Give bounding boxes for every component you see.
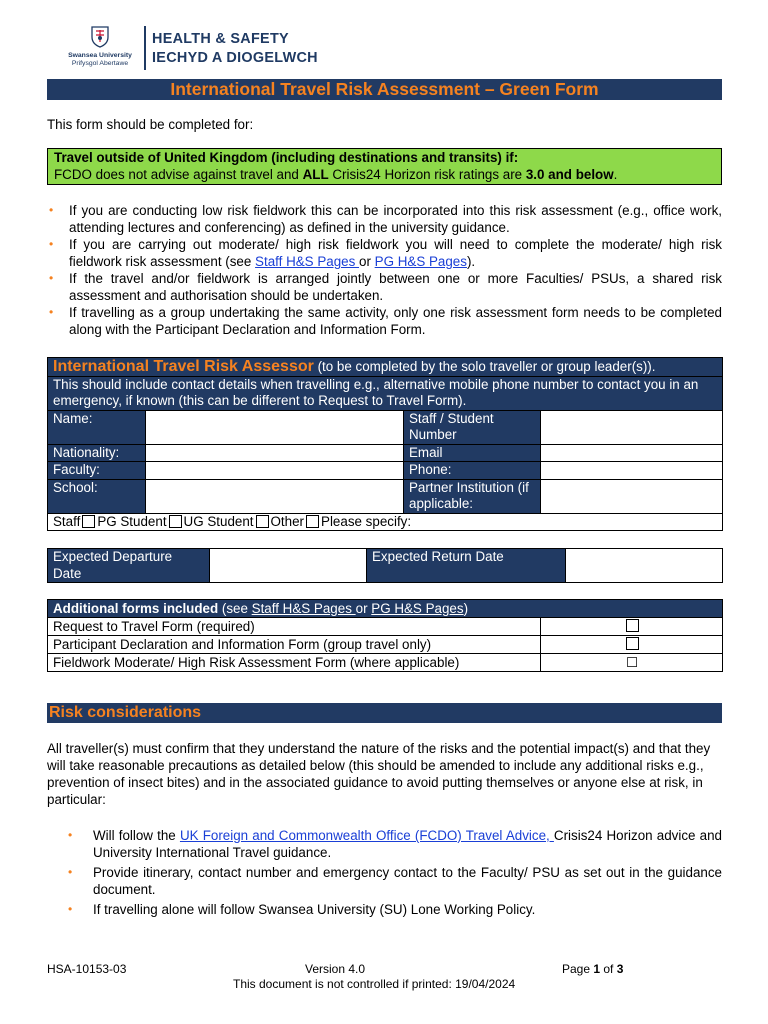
additional-forms-note: or bbox=[355, 601, 372, 616]
header-divider bbox=[144, 26, 146, 70]
department-name-en: HEALTH & SAFETY bbox=[152, 31, 289, 47]
bullet-icon: • bbox=[49, 237, 54, 251]
role-staff-checkbox[interactable] bbox=[82, 515, 95, 528]
intro-text: This form should be completed for: bbox=[47, 117, 254, 132]
staff-number-label: Staff / Student Number bbox=[404, 410, 541, 444]
department-name bbox=[152, 30, 318, 68]
pg-hs-pages-link[interactable]: PG H&S Pages bbox=[374, 254, 467, 269]
faculty-label: Faculty: bbox=[48, 462, 146, 480]
nationality-field[interactable] bbox=[146, 444, 404, 462]
list-item-text: If travelling as a group undertaking the same activity, only one risk assessment form needs to be completed along with the Participant Declaration and Information Form. bbox=[69, 305, 722, 337]
form-row-label: Fieldwork Moderate/ High Risk Assessment Form (where applicable) bbox=[48, 654, 541, 672]
role-other-label: Other bbox=[270, 513, 305, 529]
role-row bbox=[48, 513, 723, 531]
staff-hs-pages-link[interactable]: Staff H&S Pages bbox=[251, 601, 356, 616]
staff-number-field[interactable] bbox=[541, 410, 723, 444]
assessor-table bbox=[47, 357, 723, 531]
form-row-checkbox-cell bbox=[541, 654, 723, 672]
role-staff-label: Staff bbox=[53, 513, 81, 529]
list-item bbox=[47, 864, 722, 898]
departure-label: Expected Departure Date bbox=[48, 549, 210, 583]
list-item bbox=[47, 202, 722, 236]
risk-list bbox=[47, 827, 722, 921]
role-pg-label: PG Student bbox=[97, 513, 167, 529]
risk-paragraph: All traveller(s) must confirm that they understand the nature of the risks and the potential impact(s) and that they will take reasonable precautions as detailed below (this should be amended to include any additional risks e.g., prevention of insect bites) and in the associated guidance to avoid putting themselves or anyone else at risk, in particular: bbox=[47, 741, 711, 807]
guidance-list bbox=[47, 202, 722, 338]
additional-forms-table bbox=[47, 599, 723, 672]
list-item bbox=[47, 901, 722, 918]
dates-table bbox=[47, 548, 723, 583]
name-field[interactable] bbox=[146, 410, 404, 444]
eligibility-box bbox=[47, 148, 722, 185]
document-id: HSA-10153-03 bbox=[47, 962, 127, 976]
bullet-icon: • bbox=[68, 865, 73, 879]
role-ug-label: UG Student bbox=[183, 513, 254, 529]
form-row-label: Participant Declaration and Information Form (group travel only) bbox=[48, 636, 541, 654]
eligibility-threshold: 3.0 and below bbox=[525, 166, 614, 182]
list-item-text: Provide itinerary, contact number and emergency contact to the Faculty/ PSU as set out in the guidance document. bbox=[93, 865, 722, 897]
eligibility-text: FCDO does not advise against travel and bbox=[54, 166, 303, 182]
page-number bbox=[562, 962, 623, 977]
nationality-label: Nationality: bbox=[48, 444, 146, 462]
bullet-icon: • bbox=[68, 902, 73, 916]
eligibility-all: ALL bbox=[302, 166, 329, 182]
list-item-text: or bbox=[359, 254, 375, 269]
list-item bbox=[47, 827, 722, 861]
return-label: Expected Return Date bbox=[367, 549, 566, 583]
page-number-text: of bbox=[600, 962, 617, 976]
eligibility-text: . bbox=[613, 166, 618, 182]
bullet-icon: • bbox=[68, 828, 73, 842]
list-item bbox=[47, 304, 722, 338]
list-item-text: Crisis24 Horizon advice and University International Travel guidance. bbox=[93, 828, 722, 860]
page-current: 1 bbox=[593, 962, 601, 976]
phone-label: Phone: bbox=[404, 462, 541, 480]
risk-considerations-heading: Risk considerations bbox=[47, 703, 722, 723]
form-row-label: Request to Travel Form (required) bbox=[48, 618, 541, 636]
participant-declaration-checkbox[interactable] bbox=[626, 637, 639, 650]
bullet-icon: • bbox=[49, 203, 54, 217]
return-date-field[interactable] bbox=[566, 549, 723, 583]
role-ug-checkbox[interactable] bbox=[256, 515, 269, 528]
faculty-field[interactable] bbox=[146, 462, 404, 480]
page-number-text: Page bbox=[562, 962, 594, 976]
assessor-heading bbox=[48, 358, 723, 377]
name-label: Name: bbox=[48, 410, 146, 444]
bullet-icon: • bbox=[49, 271, 54, 285]
departure-date-field[interactable] bbox=[210, 549, 367, 583]
assessor-heading-note: (to be completed by the solo traveller or group leader(s)). bbox=[313, 359, 656, 374]
partner-label: Partner Institution (if applicable: bbox=[404, 479, 541, 513]
additional-forms-note: ) bbox=[463, 601, 469, 616]
email-label: Email bbox=[404, 444, 541, 462]
bullet-icon: • bbox=[49, 305, 54, 319]
list-item bbox=[47, 236, 722, 270]
eligibility-heading: Travel outside of United Kingdom (including destinations and transits) if: bbox=[54, 150, 519, 165]
fcdo-travel-advice-link[interactable]: UK Foreign and Commonwealth Office (FCDO) Travel Advice, bbox=[179, 828, 554, 843]
school-field[interactable] bbox=[146, 479, 404, 513]
additional-forms-title: Additional forms included bbox=[53, 601, 219, 616]
role-pg-checkbox[interactable] bbox=[169, 515, 182, 528]
form-row-checkbox-cell bbox=[541, 618, 723, 636]
eligibility-text: Crisis24 Horizon risk ratings are bbox=[328, 166, 526, 182]
form-row-checkbox-cell bbox=[541, 636, 723, 654]
additional-forms-heading bbox=[48, 600, 723, 618]
version-label: Version 4.0 bbox=[305, 962, 366, 976]
list-item-text: If you are conducting low risk fieldwork this can be incorporated into this risk assessment (e.g., office work, attending lectures and conferencing) as defined in the university guidance. bbox=[69, 203, 722, 235]
school-label: School: bbox=[48, 479, 146, 513]
university-logo bbox=[60, 24, 140, 72]
assessor-heading-label: International Travel Risk Assessor bbox=[53, 358, 314, 375]
crest-icon bbox=[89, 24, 111, 48]
pg-hs-pages-link[interactable]: PG H&S Pages bbox=[371, 601, 464, 616]
role-specify-label: Please specify: bbox=[321, 513, 412, 529]
staff-hs-pages-link[interactable]: Staff H&S Pages bbox=[255, 254, 360, 269]
control-notice: This document is not controlled if printed: 19/04/2024 bbox=[233, 977, 516, 991]
list-item-text: ). bbox=[466, 254, 476, 269]
additional-forms-note: (see bbox=[218, 601, 252, 616]
document-header bbox=[60, 24, 360, 74]
page-total: 3 bbox=[616, 962, 624, 976]
partner-field[interactable] bbox=[541, 479, 723, 513]
fieldwork-risk-checkbox[interactable]: ☐ bbox=[626, 655, 639, 670]
eligibility-condition bbox=[54, 167, 715, 184]
contact-note: This should include contact details when travelling e.g., alternative mobile phone number to contact you in an emergency, if known (this can be different to Request to Travel Form). bbox=[48, 376, 723, 410]
request-to-travel-checkbox[interactable] bbox=[626, 619, 639, 632]
logo-text-cy: Prifysgol Abertawe bbox=[71, 60, 129, 67]
list-item-text: If the travel and/or fieldwork is arranged jointly between one or more Faculties/ PSUs, a shared risk assessment and authorisation should be undertaken. bbox=[69, 271, 722, 303]
logo-text-en: Swansea University bbox=[68, 52, 132, 59]
list-item bbox=[47, 270, 722, 304]
list-item-text: If travelling alone will follow Swansea University (SU) Lone Working Policy. bbox=[93, 902, 536, 917]
role-other-checkbox[interactable] bbox=[306, 515, 319, 528]
form-title: International Travel Risk Assessment – Green Form bbox=[47, 79, 722, 100]
list-item-text: If you are carrying out moderate/ high risk fieldwork you will need to complete the moderate/ high risk fieldwork risk assessment (see bbox=[69, 237, 722, 269]
list-item-text: Will follow the bbox=[93, 828, 180, 843]
phone-field[interactable] bbox=[541, 462, 723, 480]
department-name-cy: IECHYD A DIOGELWCH bbox=[152, 50, 318, 66]
email-field[interactable] bbox=[541, 444, 723, 462]
